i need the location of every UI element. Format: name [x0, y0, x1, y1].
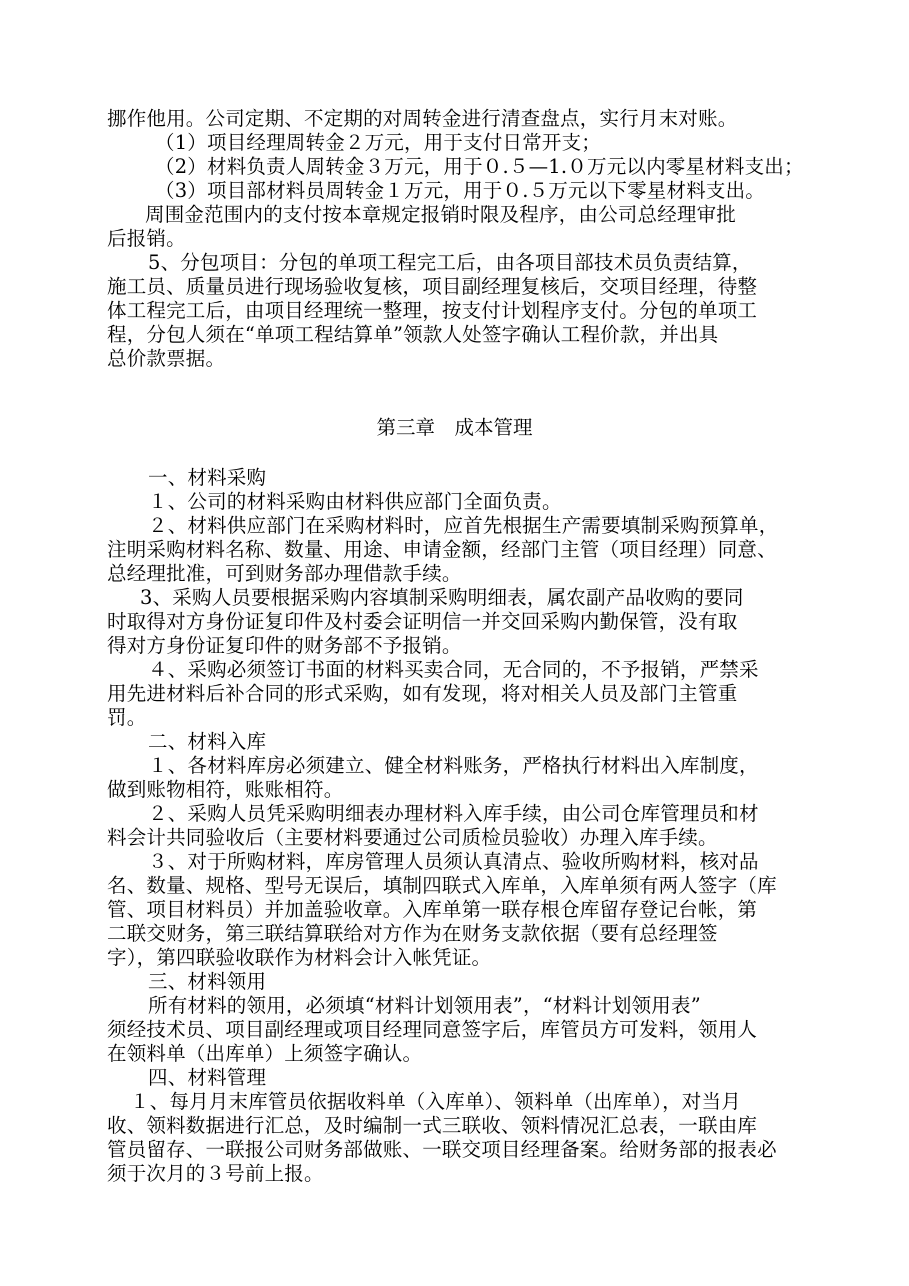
section-heading: 三、材料领用 [148, 970, 267, 993]
paragraph-line: 须经技术员、项目副经理或项目经理同意签字后，库管员方可发料，领用人 [107, 1018, 758, 1041]
paragraph-line: １、各材料库房必须建立、健全材料账务，严格执行材料出入库制度， [148, 754, 759, 777]
paragraph-line: １、公司的材料采购由材料供应部门全面负责。 [148, 490, 562, 513]
paragraph-line: （2）材料负责人周转金３万元，用于０.５—1.０万元以内零星材料支出； [155, 155, 804, 178]
paragraph-line: 后报销。 [107, 227, 186, 250]
paragraph-line: ２、材料供应部门在采购材料时，应首先根据生产需要填制采购预算单， [148, 514, 779, 537]
section-heading: 四、材料管理 [148, 1066, 267, 1089]
paragraph-line: 周围金范围内的支付按本章规定报销时限及程序，由公司总经理审批 [145, 203, 737, 226]
paragraph-line: １、每月月末库管员依据收料单（入库单）、领料单（出库单），对当月 [130, 1090, 741, 1113]
paragraph-line: （3）项目部材料员周转金１万元，用于０.５万元以下零星材料支出。 [155, 179, 766, 202]
paragraph-line: 收、领料数据进行汇总，及时编制一式三联收、领料情况汇总表，一联由库 [107, 1114, 758, 1137]
paragraph-line: 时取得对方身份证复印件及村委会证明信一并交回采购内勤保管，没有取 [107, 610, 738, 633]
paragraph-line: 注明采购材料名称、数量、用途、申请金额，经部门主管（项目经理）同意、 [107, 538, 777, 561]
paragraph-line: 须于次月的３号前上报。 [107, 1162, 324, 1185]
paragraph-line: 3、采购人员要根据采购内容填制采购明细表，属农副产品收购的要同 [140, 586, 744, 609]
paragraph-line: ３、对于所购材料，库房管理人员须认真清点、验收所购材料，核对品 [148, 850, 759, 873]
paragraph-line: 体工程完工后，由项目经理统一整理，按支付计划程序支付。分包的单项工 [107, 299, 758, 322]
chapter-title: 第三章 成本管理 [376, 416, 533, 439]
paragraph-line: 做到账物相符，账账相符。 [107, 778, 344, 801]
section-heading: 二、材料入库 [148, 730, 267, 753]
paragraph-line: ４、采购必须签订书面的材料买卖合同，无合同的，不予报销，严禁采 [148, 658, 759, 681]
paragraph-line: 程，分包人须在“单项工程结算单”领款人处签字确认工程价款，并出具 [107, 323, 719, 346]
paragraph-line: 罚。 [107, 706, 147, 729]
paragraph-line: 用先进材料后补合同的形式采购，如有发现，将对相关人员及部门主管重 [107, 682, 738, 705]
paragraph-line: 二联交财务，第三联结算联给对方作为在财务支款依据（要有总经理签 [107, 922, 718, 945]
paragraph-line: 施工员、质量员进行现场验收复核，项目副经理复核后，交项目经理，待整 [107, 275, 758, 298]
paragraph-line: 字），第四联验收联作为材料会计入帐凭证。 [107, 946, 492, 969]
paragraph-line: 得对方身份证复印件的财务部不予报销。 [107, 634, 462, 657]
paragraph-line: 名、数量、规格、型号无误后，填制四联式入库单，入库单须有两人签字（库 [107, 874, 777, 897]
paragraph-line: 挪作他用。公司定期、不定期的对周转金进行清查盘点，实行月末对账。 [107, 107, 738, 130]
paragraph-line: 料会计共同验收后（主要材料要通过公司质检员验收）办理入库手续。 [107, 826, 718, 849]
paragraph-line: 管员留存、一联报公司财务部做账、一联交项目经理备案。给财务部的报表必 [107, 1138, 777, 1161]
paragraph-line: 管、项目材料员）并加盖验收章。入库单第一联存根仓库留存登记台帐，第 [107, 898, 758, 921]
paragraph-line: 总经理批准，可到财务部办理借款手续。 [107, 562, 462, 585]
paragraph-line: 总价款票据。 [107, 347, 226, 370]
paragraph-line: （1）项目经理周转金２万元，用于支付日常开支； [155, 131, 602, 154]
paragraph-line: 在领料单（出库单）上须签字确认。 [107, 1042, 423, 1065]
paragraph-line: 所有材料的领用，必须填“材料计划领用表”，“材料计划领用表” [148, 994, 701, 1017]
paragraph-line: 5、分包项目：分包的单项工程完工后，由各项目部技术员负责结算， [148, 251, 752, 274]
paragraph-line: ２、采购人员凭采购明细表办理材料入库手续，由公司仓库管理员和材 [148, 802, 759, 825]
section-heading: 一、材料采购 [148, 466, 267, 489]
